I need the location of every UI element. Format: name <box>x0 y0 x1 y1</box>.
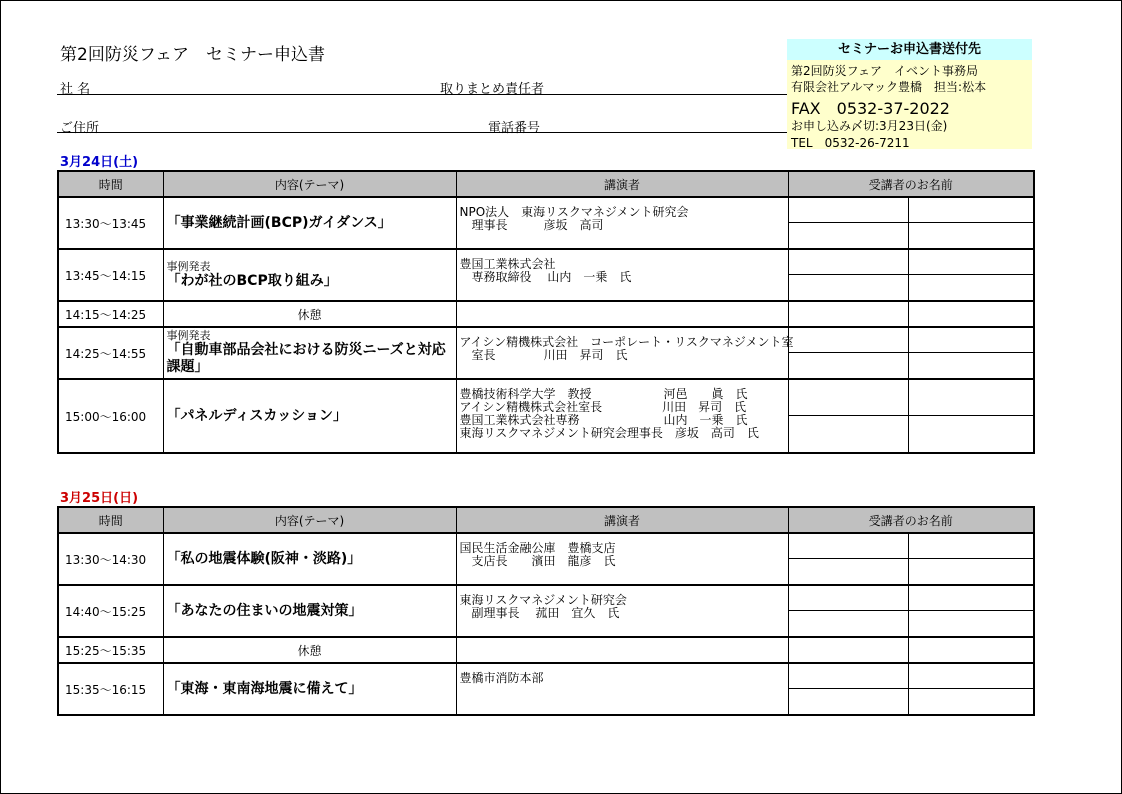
day1-schedule-table <box>57 170 1035 454</box>
speaker-line: 豊国工業株式会社 <box>459 257 556 271</box>
speaker-cell <box>456 585 788 637</box>
speaker-line: 東海リスクマネジメント研究会 <box>459 593 627 607</box>
schedule-row <box>58 301 1034 327</box>
time-cell: 15:00〜16:00 <box>58 379 163 453</box>
column-header: 内容(テーマ) <box>163 171 456 197</box>
schedule-row <box>58 585 1034 637</box>
speaker-line: 副理事長 菰田 宜久 氏 <box>459 606 620 620</box>
attendee-name-field[interactable] <box>789 534 909 559</box>
topic-cell <box>163 327 456 379</box>
speaker-cell <box>456 663 788 715</box>
attendee-names-cell <box>788 637 1034 663</box>
attendee-name-field[interactable] <box>789 416 909 452</box>
speaker-cell <box>456 197 788 249</box>
send-heading: セミナーお申込書送付先 <box>787 39 1032 60</box>
speaker-cell <box>456 533 788 585</box>
attendee-name-field[interactable] <box>789 586 909 611</box>
speaker-line: 豊橋市消防本部 <box>459 671 544 685</box>
attendee-name-field[interactable] <box>789 250 909 275</box>
send-company: 有限会社アルマック豊橋 担当:松本 <box>791 80 987 94</box>
topic-cell <box>163 197 456 249</box>
attendee-name-field[interactable] <box>789 275 909 300</box>
time-cell: 14:15〜14:25 <box>58 301 163 327</box>
topic-title: 「あなたの住まいの地震対策」 <box>166 602 363 619</box>
schedule-row <box>58 533 1034 585</box>
manager-label: 取りまとめ責任者 <box>440 82 545 97</box>
attendee-names-cell <box>788 379 1034 453</box>
time-cell: 14:40〜15:25 <box>58 585 163 637</box>
attendee-name-field[interactable] <box>789 689 909 714</box>
topic-title: 「私の地震体験(阪神・淡路)」 <box>166 550 362 567</box>
attendee-name-field[interactable] <box>909 638 1034 662</box>
speaker-cell <box>456 301 788 327</box>
topic-cell <box>163 533 456 585</box>
case-study-tag: 事例発表 <box>166 259 211 273</box>
attendee-name-field[interactable] <box>789 302 909 326</box>
day1-date: 3月24日(土) <box>60 155 139 170</box>
time-cell: 13:30〜13:45 <box>58 197 163 249</box>
schedule-row <box>58 327 1034 379</box>
attendee-name-field[interactable] <box>789 559 909 584</box>
break-cell: 休憩 <box>163 637 456 663</box>
attendee-name-field[interactable] <box>909 416 1034 452</box>
attendee-name-field[interactable] <box>789 328 909 353</box>
speaker-line: 豊橋技術科学大学 教授 河邑 眞 氏 <box>459 387 748 401</box>
topic-title: 「東海・東南海地震に備えて」 <box>166 680 363 697</box>
send-tel: TEL 0532-26-7211 <box>791 136 910 150</box>
attendee-name-field[interactable] <box>789 380 909 416</box>
column-header: 内容(テーマ) <box>163 507 456 533</box>
address-underline[interactable] <box>57 132 787 133</box>
attendee-name-field[interactable] <box>909 302 1034 326</box>
attendee-name-field[interactable] <box>909 328 1034 353</box>
attendee-names-cell <box>788 249 1034 301</box>
time-cell: 13:30〜14:30 <box>58 533 163 585</box>
attendee-names-cell <box>788 533 1034 585</box>
schedule-row <box>58 637 1034 663</box>
day2-schedule-table <box>57 506 1035 716</box>
time-cell: 15:35〜16:15 <box>58 663 163 715</box>
attendee-name-field[interactable] <box>909 275 1034 300</box>
attendee-name-field[interactable] <box>789 198 909 223</box>
attendee-name-field[interactable] <box>909 223 1034 248</box>
speaker-line: 東海リスクマネジメント研究会理事長 彦坂 高司 氏 <box>459 426 759 440</box>
attendee-name-field[interactable] <box>789 353 909 378</box>
page-title: 第2回防災フェア セミナー申込書 <box>60 45 325 65</box>
speaker-cell <box>456 379 788 453</box>
topic-title: 「自動車部品会社における防災ニーズと対応課題」 <box>166 342 446 375</box>
attendee-name-field[interactable] <box>909 380 1034 416</box>
speaker-line: 支店長 濱田 龍彦 氏 <box>459 554 616 568</box>
time-cell: 15:25〜15:35 <box>58 637 163 663</box>
day2-date: 3月25日(日) <box>60 491 139 506</box>
schedule-row <box>58 249 1034 301</box>
speaker-line: 室長 川田 昇司 氏 <box>459 348 628 362</box>
send-org: 第2回防災フェア イベント事務局 <box>791 64 979 78</box>
attendee-names-cell <box>788 197 1034 249</box>
column-header: 講演者 <box>456 507 788 533</box>
attendee-name-field[interactable] <box>909 689 1034 714</box>
send-to-box <box>787 39 1032 149</box>
attendee-name-field[interactable] <box>789 223 909 248</box>
topic-cell <box>163 585 456 637</box>
attendee-name-field[interactable] <box>909 198 1034 223</box>
topic-title: 「事業継続計画(BCP)ガイダンス」 <box>166 214 392 231</box>
attendee-name-field[interactable] <box>789 664 909 689</box>
attendee-name-field[interactable] <box>909 559 1034 584</box>
speaker-cell <box>456 249 788 301</box>
attendee-names-cell <box>788 585 1034 637</box>
address-label: ご住所 <box>60 121 100 136</box>
attendee-name-field[interactable] <box>909 586 1034 611</box>
topic-cell <box>163 663 456 715</box>
break-cell: 休憩 <box>163 301 456 327</box>
phone-label: 電話番号 <box>488 121 541 136</box>
topic-title: 「パネルディスカッション」 <box>166 407 347 424</box>
topic-title: 「わが社のBCP取り組み」 <box>166 272 338 289</box>
send-deadline: お申し込み〆切:3月23日(金) <box>791 119 948 133</box>
speaker-line: NPO法人 東海リスクマネジメント研究会 <box>459 205 689 219</box>
attendee-names-cell <box>788 663 1034 715</box>
case-study-tag: 事例発表 <box>166 329 211 342</box>
attendee-name-field[interactable] <box>909 611 1034 636</box>
attendee-name-field[interactable] <box>909 353 1034 378</box>
column-header: 時間 <box>58 507 163 533</box>
topic-cell <box>163 379 456 453</box>
column-header: 講演者 <box>456 171 788 197</box>
speaker-line: 豊国工業株式会社専務 山内 一乗 氏 <box>459 413 748 427</box>
speaker-cell <box>456 327 794 379</box>
company-label: 社 名 <box>60 82 91 97</box>
speaker-line: 国民生活金融公庫 豊橋支店 <box>459 541 616 555</box>
schedule-row <box>58 379 1034 453</box>
column-header: 受講者のお名前 <box>788 171 1034 197</box>
speaker-line: 理事長 彦坂 高司 <box>459 218 604 232</box>
time-cell: 14:25〜14:55 <box>58 327 163 379</box>
topic-cell <box>163 249 456 301</box>
schedule-row <box>58 663 1034 715</box>
send-fax: FAX 0532-37-2022 <box>791 99 950 118</box>
column-header: 受講者のお名前 <box>788 507 1034 533</box>
schedule-row <box>58 197 1034 249</box>
speaker-line: アイシン精機株式会社室長 川田 昇司 氏 <box>459 400 747 414</box>
attendee-name-field[interactable] <box>909 250 1034 275</box>
attendee-name-field[interactable] <box>789 638 909 662</box>
company-underline[interactable] <box>57 94 787 95</box>
attendee-name-field[interactable] <box>789 611 909 636</box>
attendee-names-cell <box>788 301 1034 327</box>
attendee-name-field[interactable] <box>909 534 1034 559</box>
time-cell: 13:45〜14:15 <box>58 249 163 301</box>
speaker-line: アイシン精機株式会社 コーポレート・リスクマネジメント室 <box>459 335 794 349</box>
speaker-cell <box>456 637 788 663</box>
speaker-line: 専務取締役 山内 一乗 氏 <box>459 270 632 284</box>
column-header: 時間 <box>58 171 163 197</box>
attendee-name-field[interactable] <box>909 664 1034 689</box>
attendee-names-cell <box>788 327 1034 379</box>
